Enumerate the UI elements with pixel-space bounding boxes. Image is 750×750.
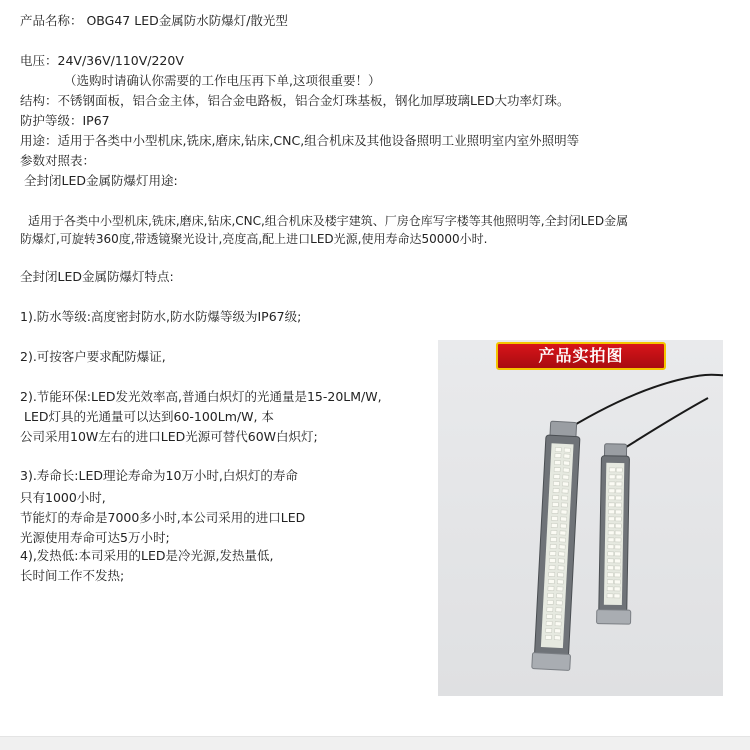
led-bead [559,552,565,556]
led-bead [554,636,560,640]
led-bead [609,503,615,507]
led-bead [551,523,557,527]
feature-energy-line-3: 公司采用10W左右的进口LED光源可替代60W白炽灯; [20,429,318,444]
led-bead [563,461,569,465]
feature-waterproof: 1).防水等级:高度密封防水,防水防爆等级为IP67级; [20,309,302,324]
led-bead [608,524,614,528]
led-bead [556,608,562,612]
led-bead [548,579,554,583]
led-bead [555,453,561,457]
led-bead [615,517,621,521]
led-bead [548,586,554,590]
voltage: 电压：24V/36V/110V/220V [20,53,184,68]
protection-level: 防护等级：IP67 [20,113,110,128]
led-bead [554,460,560,464]
led-bead [548,593,554,597]
led-bead [558,573,564,577]
usage-heading: 全封闭LED金属防爆灯用途: [24,173,178,188]
led-bead [558,566,564,570]
led-bead [552,502,558,506]
led-bead [549,565,555,569]
led-bead [616,489,622,493]
led-bead [607,594,613,598]
led-bead [609,468,615,472]
led-bead [559,538,565,542]
led-bead [615,545,621,549]
led-bead [608,545,614,549]
feature-heat-line-2: 长时间工作不发热; [20,568,125,583]
product-name: 产品名称： OBG47 LED金属防水防爆灯/散光型 [20,13,288,28]
led-bead [545,635,551,639]
led-bead [563,475,569,479]
led-bead [614,573,620,577]
feature-energy-line-1: 2).节能环保:LED发光效率高,普通白炽灯的光通量是15-20LM/W, [20,389,382,404]
usage-paragraph-line-2: 防爆灯,可旋转360度,带透镜聚光设计,亮度高,配上进口LED光源,使用寿命达50000小时. [20,232,488,246]
led-bead [560,531,566,535]
led-bead [615,538,621,542]
led-bead [552,509,558,513]
lamp-illustration [438,340,723,696]
led-bead [559,545,565,549]
led-bead [561,503,567,507]
led-bead [558,559,564,563]
led-bead [609,496,615,500]
led-bead [550,551,556,555]
feature-lifespan-line-2: 只有1000小时, [20,490,106,505]
usage-paragraph-line-1: 适用于各类中小型机床,铣床,磨床,钻床,CNC,组合机床及楼宇建筑、厂房仓库写字楼等其他照明等,全封闭LED金属 [28,214,629,228]
led-bead [550,537,556,541]
led-bead [615,552,621,556]
short-lamp [597,444,634,625]
led-bead [562,482,568,486]
led-bead [607,587,613,591]
led-bead [557,587,563,591]
led-bead [553,495,559,499]
led-bead [550,544,556,548]
bottom-bar [0,736,750,750]
led-bead [553,488,559,492]
led-bead [609,489,615,493]
features-heading: 全封闭LED金属防爆灯特点: [20,269,174,284]
voltage-note: （选购时请确认你需要的工作电压再下单,这项很重要！） [64,73,381,88]
led-bead [563,468,569,472]
led-bead [608,552,614,556]
led-bead [560,524,566,528]
feature-lifespan-line-4: 光源使用寿命可达5万小时; [20,530,170,545]
feature-lifespan-line-1: 3).寿命长:LED理论寿命为10万小时,白炽灯的寿命 [20,468,298,483]
led-bead [555,629,561,633]
feature-certificate: 2).可按客户要求配防爆证, [20,349,166,364]
led-bead [607,580,613,584]
led-bead [608,559,614,563]
led-bead [554,467,560,471]
led-bead [608,538,614,542]
feature-heat-line-1: 4),发热低:本司采用的LED是冷光源,发热量低, [20,548,274,563]
led-bead [562,489,568,493]
led-bead [614,566,620,570]
led-bead [608,531,614,535]
led-bead [546,614,552,618]
led-bead [555,615,561,619]
led-bead [614,587,620,591]
led-bead [557,580,563,584]
led-bead [608,510,614,514]
led-bead [555,622,561,626]
led-bead [546,621,552,625]
feature-energy-line-2: LED灯具的光通量可以达到60-100Lm/W, 本 [24,409,274,424]
led-bead [615,524,621,528]
led-bead [562,496,568,500]
led-bead [553,481,559,485]
led-bead [549,558,555,562]
led-bead [615,559,621,563]
led-bead [616,468,622,472]
led-bead [609,475,615,479]
led-bead [614,594,620,598]
feature-lifespan-line-3: 节能灯的寿命是7000多小时,本公司采用的进口LED [20,510,306,525]
led-bead [607,566,613,570]
led-bead [547,607,553,611]
led-bead [616,482,622,486]
led-bead [549,572,555,576]
led-bead [615,510,621,514]
led-bead [616,475,622,479]
led-bead [561,510,567,514]
long-lamp [532,421,583,671]
photo-banner: 产品实拍图 [496,342,666,370]
led-bead [609,482,615,486]
led-bead [616,503,622,507]
led-bead [614,580,620,584]
led-bead [556,594,562,598]
led-bead [616,496,622,500]
led-bead [607,573,613,577]
product-photo [438,340,723,696]
led-bead [546,628,552,632]
led-bead [608,517,614,521]
led-bead [551,530,557,534]
led-bead [556,601,562,605]
led-bead [554,474,560,478]
structure: 结构：不锈钢面板，铝合金主体，铝合金电路板，铝合金灯珠基板，钢化加厚玻璃LED大功率灯珠。 [20,93,570,108]
led-bead [561,517,567,521]
led-bead [615,531,621,535]
led-bead [547,600,553,604]
led-bead [564,454,570,458]
params-title: 参数对照表： [20,153,96,168]
usage: 用途：适用于各类中小型机床,铣床,磨床,钻床,CNC,组合机床及其他设备照明工业照明室内室外照明等 [20,133,580,148]
led-bead [552,516,558,520]
